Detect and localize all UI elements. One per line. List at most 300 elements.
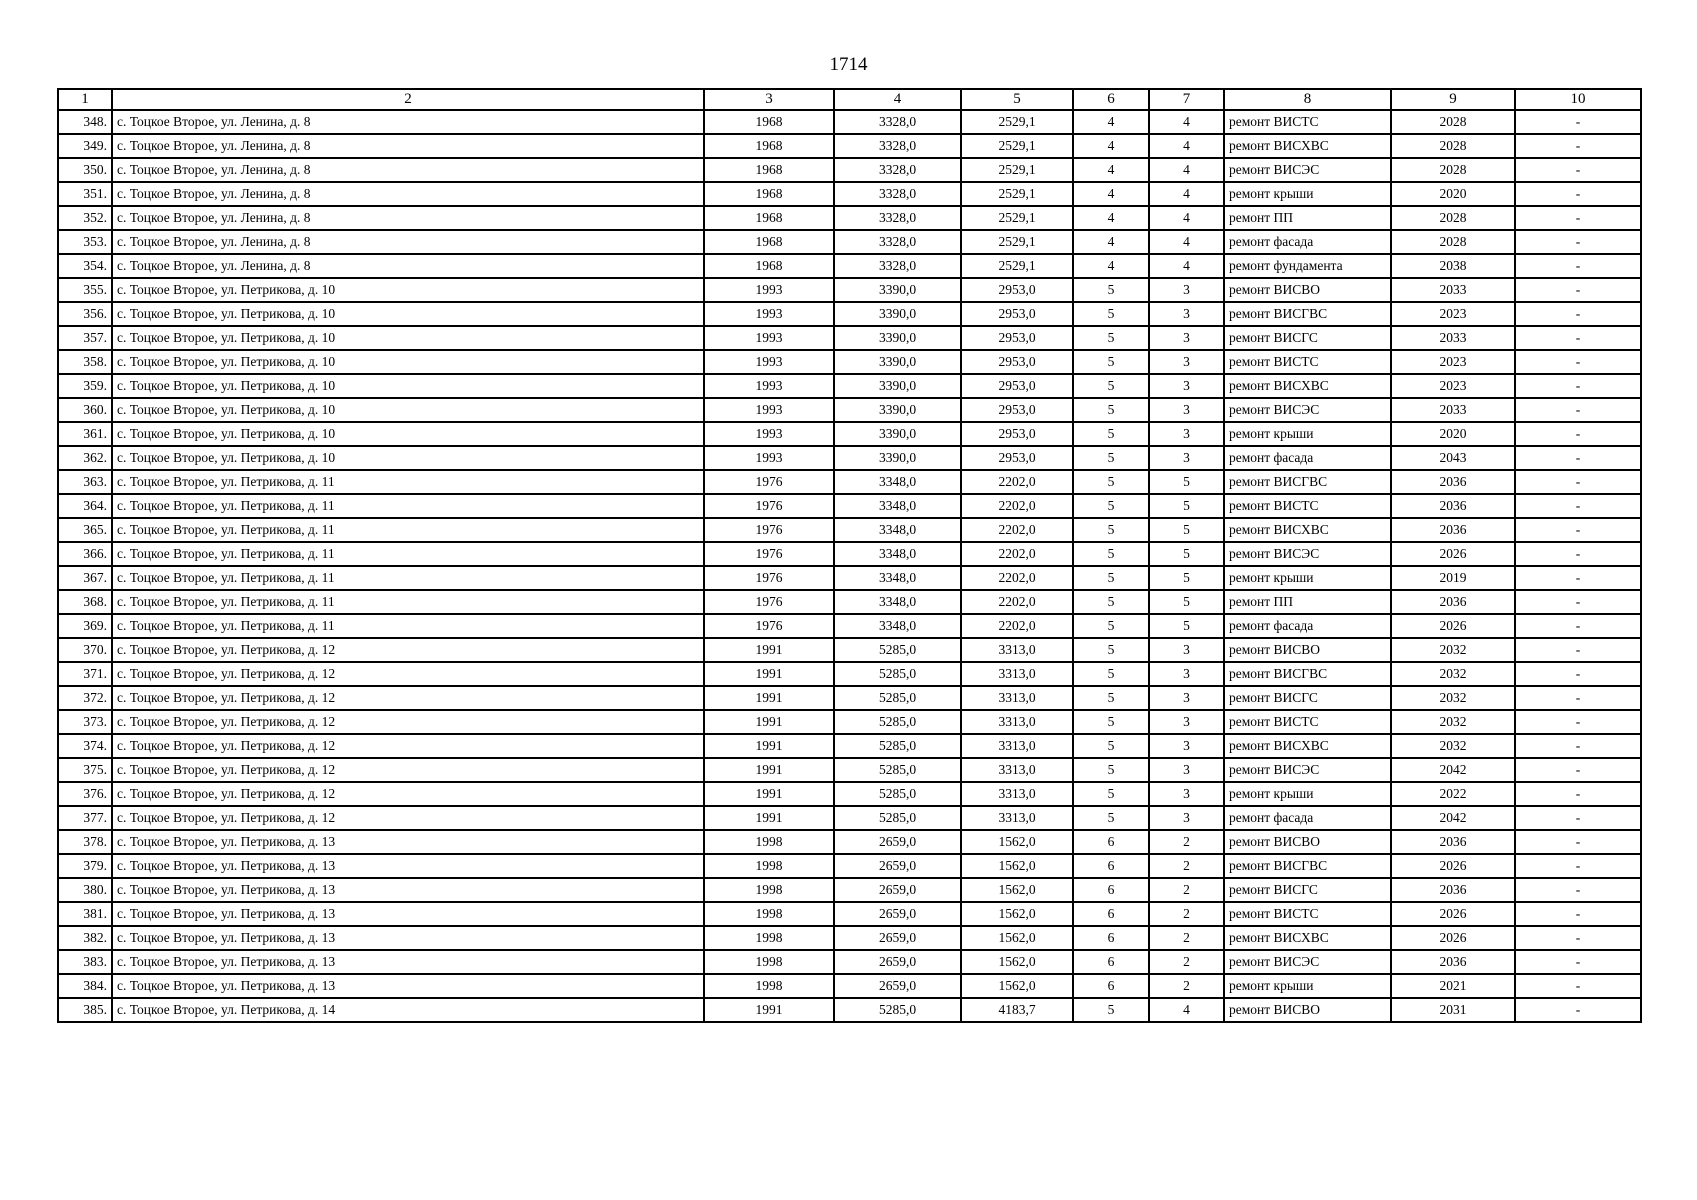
- address-cell: с. Тоцкое Второе, ул. Ленина, д. 8: [112, 254, 704, 278]
- year-built-cell: 1968: [704, 158, 834, 182]
- total-area-cell: 2659,0: [834, 950, 961, 974]
- planned-year-cell: 2020: [1391, 182, 1515, 206]
- year-built-cell: 1968: [704, 206, 834, 230]
- floors-cell: 5: [1073, 374, 1149, 398]
- year-built-cell: 1991: [704, 638, 834, 662]
- planned-year-cell: 2026: [1391, 614, 1515, 638]
- total-area-cell: 2659,0: [834, 878, 961, 902]
- year-built-cell: 1998: [704, 974, 834, 998]
- floors-cell: 6: [1073, 902, 1149, 926]
- address-cell: с. Тоцкое Второе, ул. Петрикова, д. 13: [112, 878, 704, 902]
- entrances-cell: 3: [1149, 302, 1224, 326]
- work-type-cell: ремонт ВИСХВС: [1224, 134, 1391, 158]
- floors-cell: 5: [1073, 470, 1149, 494]
- row-number: 374.: [58, 734, 112, 758]
- work-type-cell: ремонт ВИСЭС: [1224, 158, 1391, 182]
- year-built-cell: 1968: [704, 134, 834, 158]
- table-row: [58, 254, 1641, 278]
- row-number: 382.: [58, 926, 112, 950]
- planned-year-cell: 2036: [1391, 878, 1515, 902]
- year-built-cell: 1991: [704, 758, 834, 782]
- year-built-cell: 1976: [704, 470, 834, 494]
- year-built-cell: 1976: [704, 566, 834, 590]
- floors-cell: 5: [1073, 734, 1149, 758]
- row-number: 362.: [58, 446, 112, 470]
- floors-cell: 6: [1073, 974, 1149, 998]
- work-type-cell: ремонт фасада: [1224, 446, 1391, 470]
- year-built-cell: 1991: [704, 782, 834, 806]
- column-10-cell: -: [1515, 926, 1641, 950]
- column-10-cell: -: [1515, 734, 1641, 758]
- living-area-cell: 2202,0: [961, 518, 1073, 542]
- year-built-cell: 1968: [704, 110, 834, 134]
- table-row: [58, 398, 1641, 422]
- column-header-6: 6: [1073, 89, 1149, 110]
- row-number: 384.: [58, 974, 112, 998]
- planned-year-cell: 2036: [1391, 830, 1515, 854]
- year-built-cell: 1991: [704, 686, 834, 710]
- row-number: 352.: [58, 206, 112, 230]
- planned-year-cell: 2028: [1391, 158, 1515, 182]
- planned-year-cell: 2042: [1391, 806, 1515, 830]
- work-type-cell: ремонт ВИСВО: [1224, 830, 1391, 854]
- year-built-cell: 1991: [704, 710, 834, 734]
- planned-year-cell: 2036: [1391, 518, 1515, 542]
- table-row: [58, 902, 1641, 926]
- entrances-cell: 3: [1149, 710, 1224, 734]
- address-cell: с. Тоцкое Второе, ул. Петрикова, д. 11: [112, 590, 704, 614]
- living-area-cell: 1562,0: [961, 878, 1073, 902]
- table-row: [58, 278, 1641, 302]
- table-row: [58, 662, 1641, 686]
- entrances-cell: 3: [1149, 326, 1224, 350]
- row-number: 353.: [58, 230, 112, 254]
- year-built-cell: 1998: [704, 878, 834, 902]
- floors-cell: 5: [1073, 518, 1149, 542]
- table-row: [58, 182, 1641, 206]
- entrances-cell: 5: [1149, 494, 1224, 518]
- planned-year-cell: 2036: [1391, 590, 1515, 614]
- planned-year-cell: 2026: [1391, 902, 1515, 926]
- total-area-cell: 5285,0: [834, 710, 961, 734]
- address-cell: с. Тоцкое Второе, ул. Ленина, д. 8: [112, 110, 704, 134]
- column-10-cell: -: [1515, 110, 1641, 134]
- living-area-cell: 2202,0: [961, 566, 1073, 590]
- column-10-cell: -: [1515, 710, 1641, 734]
- year-built-cell: 1993: [704, 302, 834, 326]
- total-area-cell: 3348,0: [834, 518, 961, 542]
- planned-year-cell: 2036: [1391, 950, 1515, 974]
- address-cell: с. Тоцкое Второе, ул. Петрикова, д. 13: [112, 830, 704, 854]
- floors-cell: 5: [1073, 566, 1149, 590]
- living-area-cell: 2529,1: [961, 254, 1073, 278]
- year-built-cell: 1968: [704, 182, 834, 206]
- row-number: 381.: [58, 902, 112, 926]
- entrances-cell: 4: [1149, 182, 1224, 206]
- floors-cell: 4: [1073, 182, 1149, 206]
- floors-cell: 4: [1073, 230, 1149, 254]
- table-row: [58, 734, 1641, 758]
- column-header-5: 5: [961, 89, 1073, 110]
- living-area-cell: 2202,0: [961, 542, 1073, 566]
- living-area-cell: 2202,0: [961, 494, 1073, 518]
- planned-year-cell: 2022: [1391, 782, 1515, 806]
- year-built-cell: 1993: [704, 446, 834, 470]
- total-area-cell: 3390,0: [834, 278, 961, 302]
- planned-year-cell: 2036: [1391, 470, 1515, 494]
- planned-year-cell: 2026: [1391, 854, 1515, 878]
- row-number: 350.: [58, 158, 112, 182]
- row-number: 360.: [58, 398, 112, 422]
- work-type-cell: ремонт ВИСХВС: [1224, 374, 1391, 398]
- entrances-cell: 2: [1149, 878, 1224, 902]
- table-row: [58, 542, 1641, 566]
- work-type-cell: ремонт ВИСХВС: [1224, 734, 1391, 758]
- work-type-cell: ремонт ВИСЭС: [1224, 398, 1391, 422]
- planned-year-cell: 2033: [1391, 326, 1515, 350]
- floors-cell: 6: [1073, 950, 1149, 974]
- living-area-cell: 1562,0: [961, 830, 1073, 854]
- entrances-cell: 3: [1149, 782, 1224, 806]
- planned-year-cell: 2032: [1391, 734, 1515, 758]
- planned-year-cell: 2019: [1391, 566, 1515, 590]
- row-number: 363.: [58, 470, 112, 494]
- work-type-cell: ремонт ВИСГВС: [1224, 662, 1391, 686]
- planned-year-cell: 2028: [1391, 110, 1515, 134]
- floors-cell: 5: [1073, 302, 1149, 326]
- total-area-cell: 3328,0: [834, 134, 961, 158]
- living-area-cell: 3313,0: [961, 710, 1073, 734]
- table-row: [58, 134, 1641, 158]
- table-row: [58, 950, 1641, 974]
- table-row: [58, 110, 1641, 134]
- work-type-cell: ремонт ВИСТС: [1224, 902, 1391, 926]
- row-number: 379.: [58, 854, 112, 878]
- row-number: 364.: [58, 494, 112, 518]
- address-cell: с. Тоцкое Второе, ул. Петрикова, д. 13: [112, 902, 704, 926]
- column-10-cell: -: [1515, 854, 1641, 878]
- floors-cell: 4: [1073, 158, 1149, 182]
- planned-year-cell: 2033: [1391, 278, 1515, 302]
- living-area-cell: 2529,1: [961, 158, 1073, 182]
- living-area-cell: 3313,0: [961, 782, 1073, 806]
- floors-cell: 5: [1073, 638, 1149, 662]
- living-area-cell: 3313,0: [961, 734, 1073, 758]
- entrances-cell: 3: [1149, 686, 1224, 710]
- column-10-cell: -: [1515, 998, 1641, 1022]
- address-cell: с. Тоцкое Второе, ул. Петрикова, д. 10: [112, 278, 704, 302]
- table-row: [58, 710, 1641, 734]
- table-row: [58, 158, 1641, 182]
- total-area-cell: 5285,0: [834, 638, 961, 662]
- total-area-cell: 3390,0: [834, 422, 961, 446]
- column-10-cell: -: [1515, 518, 1641, 542]
- total-area-cell: 3390,0: [834, 302, 961, 326]
- year-built-cell: 1976: [704, 614, 834, 638]
- work-type-cell: ремонт фундамента: [1224, 254, 1391, 278]
- entrances-cell: 4: [1149, 110, 1224, 134]
- floors-cell: 4: [1073, 110, 1149, 134]
- planned-year-cell: 2038: [1391, 254, 1515, 278]
- total-area-cell: 5285,0: [834, 806, 961, 830]
- entrances-cell: 2: [1149, 830, 1224, 854]
- row-number: 361.: [58, 422, 112, 446]
- row-number: 376.: [58, 782, 112, 806]
- column-header-3: 3: [704, 89, 834, 110]
- address-cell: с. Тоцкое Второе, ул. Петрикова, д. 13: [112, 926, 704, 950]
- living-area-cell: 2953,0: [961, 398, 1073, 422]
- year-built-cell: 1998: [704, 902, 834, 926]
- column-10-cell: -: [1515, 758, 1641, 782]
- work-type-cell: ремонт ВИСХВС: [1224, 518, 1391, 542]
- total-area-cell: 2659,0: [834, 854, 961, 878]
- total-area-cell: 3390,0: [834, 446, 961, 470]
- address-cell: с. Тоцкое Второе, ул. Петрикова, д. 12: [112, 782, 704, 806]
- year-built-cell: 1998: [704, 950, 834, 974]
- work-type-cell: ремонт крыши: [1224, 974, 1391, 998]
- page-number: 1714: [829, 54, 868, 75]
- column-10-cell: -: [1515, 182, 1641, 206]
- year-built-cell: 1976: [704, 518, 834, 542]
- year-built-cell: 1968: [704, 254, 834, 278]
- total-area-cell: 3348,0: [834, 494, 961, 518]
- year-built-cell: 1991: [704, 806, 834, 830]
- address-cell: с. Тоцкое Второе, ул. Петрикова, д. 11: [112, 470, 704, 494]
- year-built-cell: 1993: [704, 350, 834, 374]
- work-type-cell: ремонт ВИСХВС: [1224, 926, 1391, 950]
- living-area-cell: 1562,0: [961, 854, 1073, 878]
- table-header: [58, 89, 1641, 110]
- work-type-cell: ремонт ВИСГС: [1224, 686, 1391, 710]
- column-10-cell: -: [1515, 950, 1641, 974]
- table-row: [58, 206, 1641, 230]
- total-area-cell: 3328,0: [834, 158, 961, 182]
- address-cell: с. Тоцкое Второе, ул. Петрикова, д. 12: [112, 686, 704, 710]
- address-cell: с. Тоцкое Второе, ул. Петрикова, д. 12: [112, 734, 704, 758]
- entrances-cell: 4: [1149, 998, 1224, 1022]
- floors-cell: 5: [1073, 998, 1149, 1022]
- total-area-cell: 5285,0: [834, 782, 961, 806]
- work-type-cell: ремонт фасада: [1224, 230, 1391, 254]
- year-built-cell: 1968: [704, 230, 834, 254]
- floors-cell: 5: [1073, 446, 1149, 470]
- living-area-cell: 4183,7: [961, 998, 1073, 1022]
- work-type-cell: ремонт ВИСЭС: [1224, 950, 1391, 974]
- total-area-cell: 5285,0: [834, 686, 961, 710]
- work-type-cell: ремонт ВИСТС: [1224, 110, 1391, 134]
- entrances-cell: 3: [1149, 806, 1224, 830]
- entrances-cell: 5: [1149, 542, 1224, 566]
- work-type-cell: ремонт крыши: [1224, 566, 1391, 590]
- column-10-cell: -: [1515, 638, 1641, 662]
- living-area-cell: 2529,1: [961, 182, 1073, 206]
- address-cell: с. Тоцкое Второе, ул. Петрикова, д. 11: [112, 542, 704, 566]
- row-number: 368.: [58, 590, 112, 614]
- planned-year-cell: 2023: [1391, 302, 1515, 326]
- year-built-cell: 1998: [704, 830, 834, 854]
- table-row: [58, 974, 1641, 998]
- living-area-cell: 3313,0: [961, 638, 1073, 662]
- address-cell: с. Тоцкое Второе, ул. Петрикова, д. 10: [112, 374, 704, 398]
- entrances-cell: 3: [1149, 374, 1224, 398]
- column-10-cell: -: [1515, 686, 1641, 710]
- address-cell: с. Тоцкое Второе, ул. Петрикова, д. 13: [112, 974, 704, 998]
- planned-year-cell: 2028: [1391, 230, 1515, 254]
- floors-cell: 6: [1073, 878, 1149, 902]
- row-number: 370.: [58, 638, 112, 662]
- column-header-1: 1: [58, 89, 112, 110]
- living-area-cell: 2202,0: [961, 590, 1073, 614]
- total-area-cell: 3348,0: [834, 614, 961, 638]
- work-type-cell: ремонт ВИСТС: [1224, 710, 1391, 734]
- row-number: 383.: [58, 950, 112, 974]
- year-built-cell: 1993: [704, 278, 834, 302]
- entrances-cell: 4: [1149, 206, 1224, 230]
- total-area-cell: 3348,0: [834, 542, 961, 566]
- year-built-cell: 1993: [704, 374, 834, 398]
- column-10-cell: -: [1515, 326, 1641, 350]
- column-10-cell: -: [1515, 254, 1641, 278]
- address-cell: с. Тоцкое Второе, ул. Ленина, д. 8: [112, 134, 704, 158]
- work-type-cell: ремонт фасада: [1224, 806, 1391, 830]
- table-row: [58, 926, 1641, 950]
- floors-cell: 5: [1073, 758, 1149, 782]
- table-row: [58, 830, 1641, 854]
- address-cell: с. Тоцкое Второе, ул. Ленина, д. 8: [112, 158, 704, 182]
- column-10-cell: -: [1515, 830, 1641, 854]
- column-10-cell: -: [1515, 902, 1641, 926]
- total-area-cell: 3390,0: [834, 350, 961, 374]
- address-cell: с. Тоцкое Второе, ул. Петрикова, д. 14: [112, 998, 704, 1022]
- work-type-cell: ремонт ВИСГС: [1224, 326, 1391, 350]
- living-area-cell: 2529,1: [961, 206, 1073, 230]
- row-number: 366.: [58, 542, 112, 566]
- entrances-cell: 3: [1149, 662, 1224, 686]
- work-type-cell: ремонт крыши: [1224, 182, 1391, 206]
- address-cell: с. Тоцкое Второе, ул. Петрикова, д. 12: [112, 710, 704, 734]
- column-header-10: 10: [1515, 89, 1641, 110]
- planned-year-cell: 2032: [1391, 710, 1515, 734]
- year-built-cell: 1993: [704, 326, 834, 350]
- total-area-cell: 5285,0: [834, 758, 961, 782]
- column-10-cell: -: [1515, 494, 1641, 518]
- total-area-cell: 3348,0: [834, 470, 961, 494]
- floors-cell: 5: [1073, 782, 1149, 806]
- column-header-9: 9: [1391, 89, 1515, 110]
- column-10-cell: -: [1515, 350, 1641, 374]
- work-type-cell: ремонт ВИСГВС: [1224, 302, 1391, 326]
- table-row: [58, 638, 1641, 662]
- work-type-cell: ремонт ВИСЭС: [1224, 758, 1391, 782]
- total-area-cell: 5285,0: [834, 998, 961, 1022]
- living-area-cell: 2953,0: [961, 278, 1073, 302]
- column-header-4: 4: [834, 89, 961, 110]
- row-number: 356.: [58, 302, 112, 326]
- living-area-cell: 3313,0: [961, 662, 1073, 686]
- total-area-cell: 2659,0: [834, 830, 961, 854]
- table-row: [58, 614, 1641, 638]
- living-area-cell: 3313,0: [961, 758, 1073, 782]
- column-10-cell: -: [1515, 278, 1641, 302]
- entrances-cell: 5: [1149, 590, 1224, 614]
- total-area-cell: 3328,0: [834, 182, 961, 206]
- floors-cell: 4: [1073, 254, 1149, 278]
- entrances-cell: 4: [1149, 254, 1224, 278]
- work-type-cell: ремонт ВИСВО: [1224, 638, 1391, 662]
- table-row: [58, 470, 1641, 494]
- work-type-cell: ремонт ВИСГВС: [1224, 470, 1391, 494]
- entrances-cell: 2: [1149, 950, 1224, 974]
- address-cell: с. Тоцкое Второе, ул. Петрикова, д. 10: [112, 446, 704, 470]
- planned-year-cell: 2023: [1391, 350, 1515, 374]
- table-row: [58, 566, 1641, 590]
- work-type-cell: ремонт ВИСВО: [1224, 998, 1391, 1022]
- entrances-cell: 2: [1149, 974, 1224, 998]
- column-10-cell: -: [1515, 590, 1641, 614]
- table-row: [58, 494, 1641, 518]
- table-row: [58, 326, 1641, 350]
- planned-year-cell: 2021: [1391, 974, 1515, 998]
- work-type-cell: ремонт ВИСЭС: [1224, 542, 1391, 566]
- entrances-cell: 3: [1149, 278, 1224, 302]
- work-type-cell: ремонт ПП: [1224, 590, 1391, 614]
- row-number: 358.: [58, 350, 112, 374]
- address-cell: с. Тоцкое Второе, ул. Ленина, д. 8: [112, 230, 704, 254]
- floors-cell: 5: [1073, 590, 1149, 614]
- column-header-8: 8: [1224, 89, 1391, 110]
- entrances-cell: 5: [1149, 566, 1224, 590]
- work-type-cell: ремонт фасада: [1224, 614, 1391, 638]
- planned-year-cell: 2028: [1391, 134, 1515, 158]
- table-body: [58, 110, 1641, 1022]
- row-number: 372.: [58, 686, 112, 710]
- address-cell: с. Тоцкое Второе, ул. Петрикова, д. 11: [112, 494, 704, 518]
- column-10-cell: -: [1515, 422, 1641, 446]
- entrances-cell: 4: [1149, 230, 1224, 254]
- column-10-cell: -: [1515, 398, 1641, 422]
- column-10-cell: -: [1515, 782, 1641, 806]
- work-type-cell: ремонт ВИСГС: [1224, 878, 1391, 902]
- row-number: 354.: [58, 254, 112, 278]
- living-area-cell: 2202,0: [961, 470, 1073, 494]
- year-built-cell: 1993: [704, 398, 834, 422]
- entrances-cell: 3: [1149, 734, 1224, 758]
- column-10-cell: -: [1515, 206, 1641, 230]
- address-cell: с. Тоцкое Второе, ул. Петрикова, д. 10: [112, 326, 704, 350]
- living-area-cell: 1562,0: [961, 974, 1073, 998]
- total-area-cell: 3328,0: [834, 230, 961, 254]
- column-10-cell: -: [1515, 566, 1641, 590]
- floors-cell: 5: [1073, 326, 1149, 350]
- row-number: 357.: [58, 326, 112, 350]
- row-number: 375.: [58, 758, 112, 782]
- row-number: 359.: [58, 374, 112, 398]
- entrances-cell: 2: [1149, 902, 1224, 926]
- column-10-cell: -: [1515, 134, 1641, 158]
- total-area-cell: 2659,0: [834, 974, 961, 998]
- row-number: 349.: [58, 134, 112, 158]
- address-cell: с. Тоцкое Второе, ул. Петрикова, д. 13: [112, 854, 704, 878]
- living-area-cell: 1562,0: [961, 926, 1073, 950]
- floors-cell: 5: [1073, 350, 1149, 374]
- table-row: [58, 422, 1641, 446]
- table-row: [58, 374, 1641, 398]
- year-built-cell: 1993: [704, 422, 834, 446]
- address-cell: с. Тоцкое Второе, ул. Ленина, д. 8: [112, 182, 704, 206]
- row-number: 373.: [58, 710, 112, 734]
- entrances-cell: 3: [1149, 422, 1224, 446]
- entrances-cell: 3: [1149, 446, 1224, 470]
